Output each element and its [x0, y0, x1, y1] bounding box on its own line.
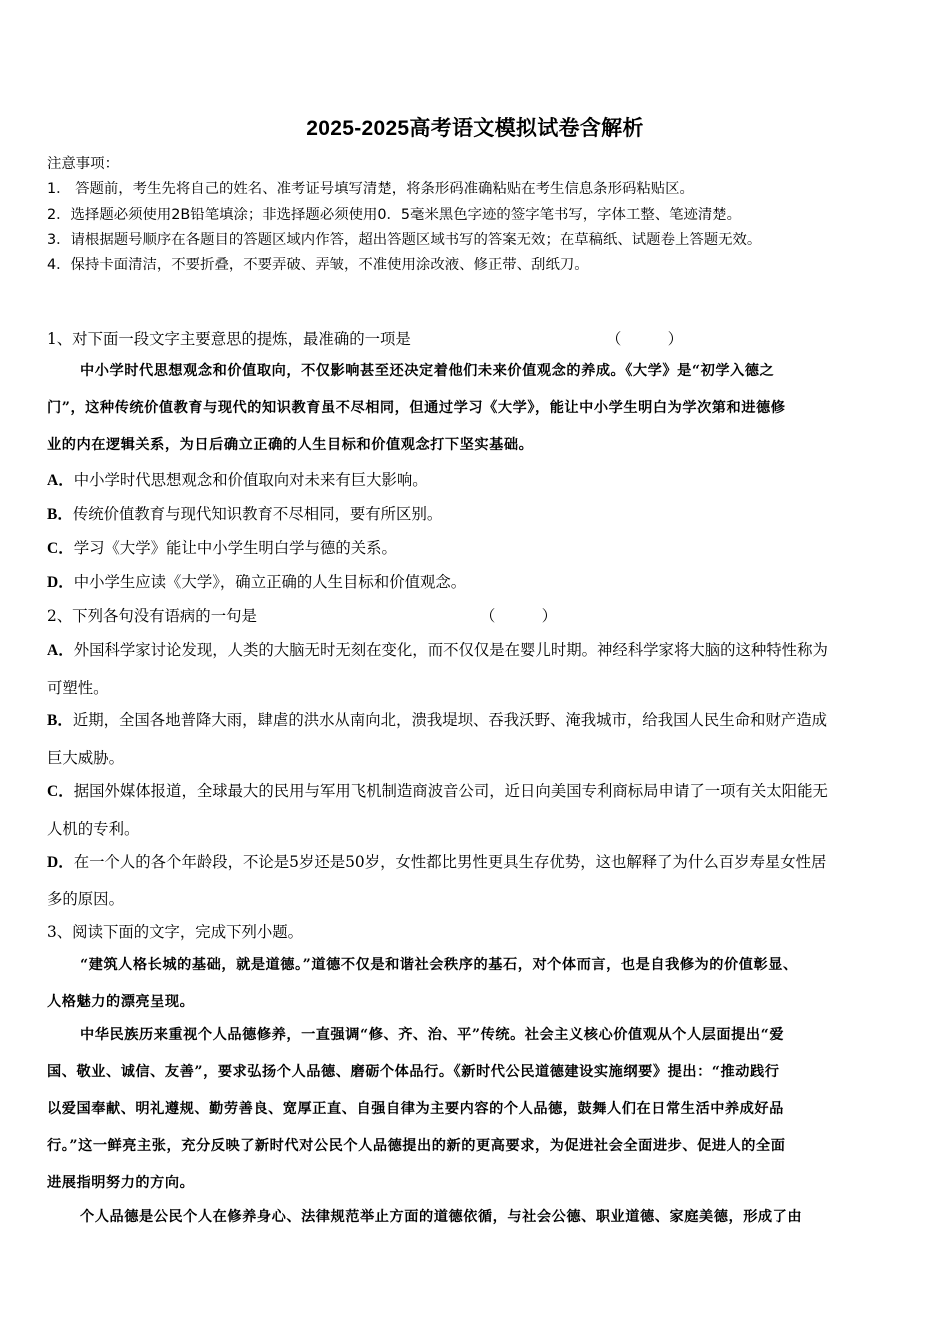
- question-3-passage-line: 行。”这一鲜亮主张，充分反映了新时代对公民个人品德提出的新的更高要求，为促进社会全面进步、促进人的全面: [47, 1138, 786, 1154]
- question-2-option-b-cont: 巨大威胁。: [47, 749, 124, 767]
- question-3-passage-line: “建筑人格长城的基础，就是道德。”道德不仅是和谐社会秩序的基石，对个体而言，也是自我修为的价值彰显、: [80, 957, 798, 973]
- question-2-answer-blank: （ ）: [480, 607, 557, 625]
- page-title: 2025-2025高考语文模拟试卷含解析: [306, 117, 644, 140]
- question-1-passage-line: 门”，这种传统价值教育与现代的知识教育虽不尽相同，但通过学习《大学》，能让中小学生明白为学次第和进德修: [47, 400, 786, 416]
- question-2-option-d-cont: 多的原因。: [47, 890, 124, 908]
- question-2-option-d: D．在一个人的各个年龄段，不论是5岁还是50岁，女性都比男性更具生存优势，这也解释了为什么百岁寿星女性居: [47, 853, 827, 871]
- notice-heading: 注意事项：: [47, 156, 119, 172]
- question-3-passage-line: 以爱国奉献、明礼遵规、勤劳善良、宽厚正直、自强自律为主要内容的个人品德，鼓舞人们在日常生活中养成好品: [47, 1101, 784, 1117]
- question-3-stem: 3、阅读下面的文字，完成下列小题。: [47, 923, 304, 941]
- question-2-option-b: B．近期，全国各地普降大雨，肆虐的洪水从南向北，溃我堤坝、吞我沃野、淹我城市，给我国人民生命和财产造成: [47, 711, 827, 729]
- question-2-stem: 2、下列各句没有语病的一句是: [47, 607, 257, 625]
- question-3-passage-line: 中华民族历来重视个人品德修养，一直强调“修、齐、治、平”传统。社会主义核心价值观从个人层面提出“爱: [80, 1027, 785, 1043]
- question-3-passage-line: 人格魅力的漂亮呈现。: [47, 994, 195, 1010]
- question-3-passage-line: 进展指明努力的方向。: [47, 1175, 195, 1191]
- question-1-passage-line: 业的内在逻辑关系，为日后确立正确的人生目标和价值观念打下坚实基础。: [47, 437, 534, 453]
- notice-item: 3．请根据题号顺序在各题目的答题区域内作答，超出答题区域书写的答案无效；在草稿纸、试题卷上答题无效。: [47, 232, 762, 248]
- notice-item: 4．保持卡面清洁，不要折叠，不要弄破、弄皱，不准使用涂改液、修正带、刮纸刀。: [47, 257, 589, 273]
- question-1-option-d: D．中小学生应读《大学》，确立正确的人生目标和价值观念。: [47, 573, 467, 591]
- question-1-stem: 1、对下面一段文字主要意思的提炼，最准确的一项是: [47, 330, 411, 348]
- question-1-option-c: C．学习《大学》能让中小学生明白学与德的关系。: [47, 539, 397, 557]
- question-2-option-c: C．据国外媒体报道，全球最大的民用与军用飞机制造商波音公司，近日向美国专利商标局申请了一项有关太阳能无: [47, 782, 828, 800]
- question-3-passage-line: 国、敬业、诚信、友善”，要求弘扬个人品德、磨砺个体品行。《新时代公民道德建设实施纲要》提出：“推动践行: [47, 1064, 780, 1080]
- question-1-passage-line: 中小学时代思想观念和价值取向，不仅影响甚至还决定着他们未来价值观念的养成。《大学》是“初学入德之: [80, 363, 775, 379]
- question-2-option-c-cont: 人机的专利。: [47, 820, 140, 838]
- notice-item: 2．选择题必须使用2B铅笔填涂；非选择题必须使用0．5毫米黑色字迹的签字笔书写，字体工整、笔迹清楚。: [47, 207, 742, 223]
- question-2-option-a-cont: 可塑性。: [47, 679, 109, 697]
- question-3-passage-line: 个人品德是公民个人在修养身心、法律规范举止方面的道德依循，与社会公德、职业道德、家庭美德，形成了由: [80, 1209, 803, 1225]
- question-1-option-a: A．中小学时代思想观念和价值取向对未来有巨大影响。: [47, 471, 428, 489]
- notice-item: 1． 答题前，考生先将自己的姓名、准考证号填写清楚，将条形码准确粘贴在考生信息条形码粘贴区。: [47, 181, 694, 197]
- question-1-answer-blank: （ ）: [606, 330, 683, 348]
- question-1-option-b: B．传统价值教育与现代知识教育不尽相同，要有所区别。: [47, 505, 443, 523]
- question-2-option-a: A．外国科学家讨论发现，人类的大脑无时无刻在变化，而不仅仅是在婴儿时期。神经科学家将大脑的这种特性称为: [47, 641, 828, 659]
